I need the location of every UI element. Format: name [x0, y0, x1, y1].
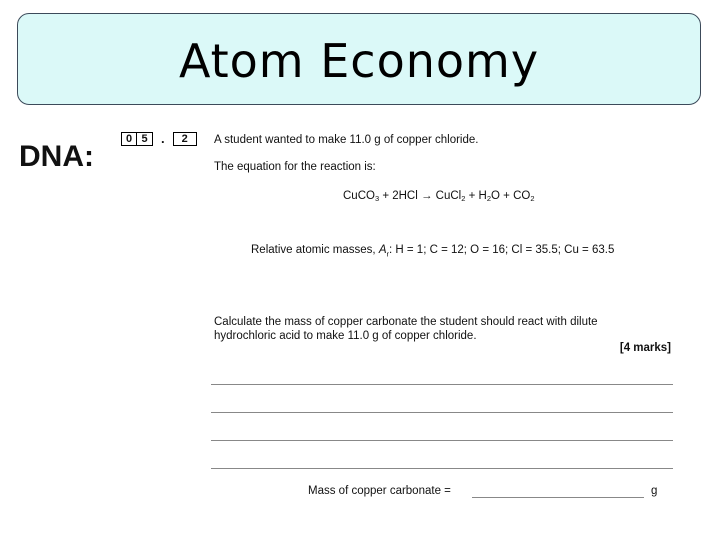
equation-intro: The equation for the reaction is: [214, 161, 376, 173]
question-separator: . [161, 131, 165, 146]
question-subpart: 2 [173, 132, 197, 146]
marks-label: [4 marks] [619, 342, 671, 354]
eq-sub: 3 [374, 194, 380, 203]
answer-blank[interactable] [472, 497, 644, 498]
question-digit-1: 0 [121, 132, 137, 146]
answer-label: Mass of copper carbonate = [308, 485, 451, 497]
ar-symbol: A [378, 244, 387, 256]
answer-unit: g [651, 485, 658, 497]
slide-title: Atom Economy [178, 34, 540, 88]
eq-sub: 2 [461, 194, 466, 203]
chemical-equation [343, 190, 535, 203]
title-box [17, 13, 701, 105]
eq-product-1: + H [465, 190, 487, 202]
eq-sub: 2 [530, 194, 535, 203]
ar-values: : H = 1; C = 12; O = 16; Cl = 35.5; Cu = 63.5 [389, 244, 615, 256]
question-digit-2: 5 [137, 132, 153, 146]
answer-line-1[interactable] [211, 384, 673, 385]
task-line-1: Calculate the mass of copper carbonate the student should react with dilute [214, 316, 598, 328]
answer-line-2[interactable] [211, 412, 673, 413]
dna-label: DNA: [19, 140, 94, 173]
eq-reactant-2: + 2HCl → CuCl [379, 190, 462, 202]
answer-line-4[interactable] [211, 468, 673, 469]
task-line-2: hydrochloric acid to make 11.0 g of copper chloride. [214, 330, 477, 342]
answer-line-3[interactable] [211, 440, 673, 441]
eq-sub: 2 [486, 194, 492, 203]
ar-prefix: Relative atomic masses, [251, 244, 379, 256]
ar-symbol-sub: r [386, 249, 389, 259]
eq-product-2: O + CO [491, 190, 531, 202]
question-number [121, 131, 197, 146]
eq-reactant-1: CuCO [343, 190, 375, 202]
question-intro: A student wanted to make 11.0 g of copper chloride. [214, 134, 479, 146]
relative-atomic-masses [251, 244, 614, 258]
